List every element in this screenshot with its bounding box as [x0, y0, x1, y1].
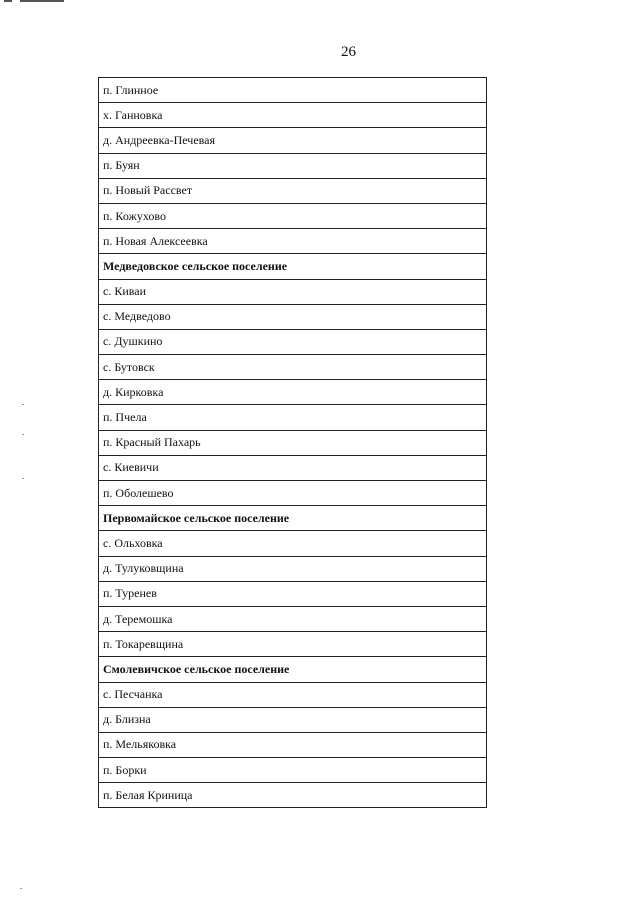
table-row: п. Буян [99, 154, 486, 179]
table-row: п. Белая Криница [99, 783, 486, 808]
table-row: п. Туренев [99, 582, 486, 607]
scan-speck [20, 888, 22, 889]
table-row: п. Красный Пахарь [99, 431, 486, 456]
section-header-row: Первомайское сельское поселение [99, 506, 486, 531]
table-row: с. Душкино [99, 330, 486, 355]
scan-artifact-line [20, 0, 64, 2]
settlements-table [98, 77, 487, 808]
table-row: с. Киваи [99, 280, 486, 305]
page-number: 26 [341, 44, 356, 60]
table-row: с. Бутовск [99, 355, 486, 380]
table-row: д. Кирковка [99, 380, 486, 405]
table-row: с. Киевичи [99, 456, 486, 481]
table-row: п. Кожухово [99, 204, 486, 229]
table-row: п. Токаревщина [99, 632, 486, 657]
scan-artifact-mark [4, 0, 12, 2]
table-row: п. Пчела [99, 405, 486, 430]
table-row: п. Оболешево [99, 481, 486, 506]
table-row: п. Мельяковка [99, 733, 486, 758]
table-row: п. Новый Рассвет [99, 179, 486, 204]
section-header-row: Медведовское сельское поселение [99, 254, 486, 279]
scan-speck [22, 434, 24, 435]
table-row: с. Медведово [99, 305, 486, 330]
table-row: х. Ганновка [99, 103, 486, 128]
table-row: п. Борки [99, 758, 486, 783]
table-row: д. Тулуковщина [99, 557, 486, 582]
table-row: с. Ольховка [99, 531, 486, 556]
table-row: д. Близна [99, 708, 486, 733]
scan-speck [22, 404, 24, 405]
table-row: п. Новая Алексеевка [99, 229, 486, 254]
table-row: с. Песчанка [99, 683, 486, 708]
table-row: д. Андреевка-Печевая [99, 128, 486, 153]
section-header-row: Смолевичское сельское поселение [99, 657, 486, 682]
scan-speck [22, 478, 24, 479]
table-row: д. Теремошка [99, 607, 486, 632]
table-row: п. Глинное [99, 78, 486, 103]
